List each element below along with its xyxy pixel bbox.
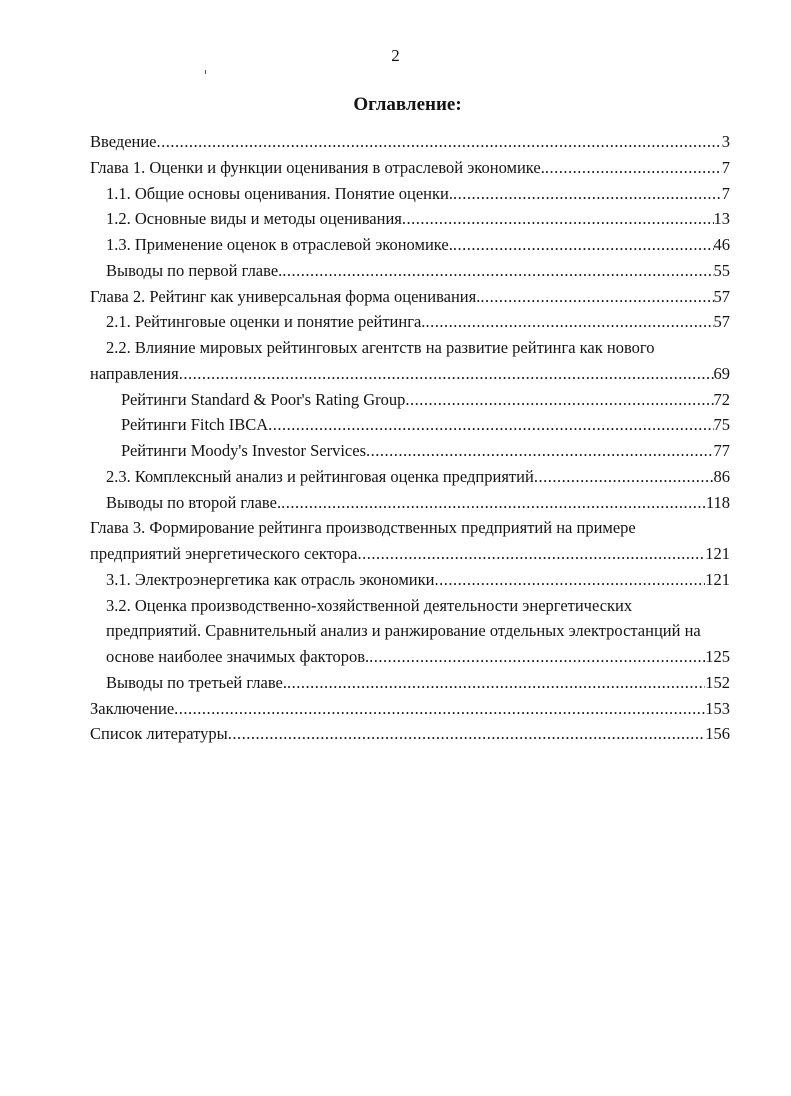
- toc-entry-text: Глава 2. Рейтинг как универсальная форма оценивания.: [90, 286, 481, 306]
- toc-entry-chapter-1: [90, 155, 730, 181]
- toc-entry-page: 46: [713, 235, 730, 254]
- toc-entry-page: 7: [721, 183, 730, 203]
- scan-speck: [205, 70, 206, 74]
- toc-leader-dots: [179, 361, 714, 387]
- toc-entry-ratings-sp: [90, 387, 730, 413]
- toc-leader-dots: [287, 670, 705, 696]
- toc-entry-section-2-2-line-2: [90, 361, 730, 387]
- toc-entry-page: 3: [721, 132, 730, 151]
- toc-entry-text: Рейтинги Standard & Poor's Rating Group: [121, 389, 406, 409]
- toc-entry-section-2-2-line-1: 2.2. Влияние мировых рейтинговых агентств на развитие рейтинга как нового: [106, 338, 655, 357]
- toc-leader-dots: [228, 721, 706, 747]
- toc-leader-dots: [545, 155, 722, 181]
- toc-title: Оглавление:: [353, 94, 462, 115]
- toc-leader-dots: [425, 309, 713, 335]
- toc-entry-text: Выводы по третьей главе.: [106, 672, 287, 692]
- toc-entry-text: направления: [90, 363, 179, 383]
- toc-entry-text: 1.1. Общие основы оценивания. Понятие оценки.: [106, 183, 453, 203]
- toc-entry-text: предприятий энергетического сектора: [90, 544, 358, 563]
- toc-entry-page: 86: [713, 466, 730, 486]
- toc-leader-dots: [157, 129, 722, 155]
- toc-leader-dots: [366, 438, 714, 464]
- toc-entry-page: 152: [705, 672, 730, 692]
- toc-leader-dots: [435, 567, 706, 593]
- toc-entry-chapter-3-line-2: [90, 541, 730, 567]
- toc-entry-page: 69: [713, 363, 730, 383]
- toc-leader-dots: [453, 232, 714, 258]
- toc-leader-dots: [282, 258, 713, 284]
- toc-entry-text: 1.3. Применение оценок в отраслевой экономике.: [106, 235, 453, 254]
- toc-entry-page: 118: [705, 492, 730, 512]
- toc-entry-text: Список литературы: [90, 724, 228, 744]
- toc-entry-section-1-1: [90, 181, 730, 207]
- toc-entry-text: 2.3. Комплексный анализ и рейтинговая оценка предприятий: [106, 466, 534, 486]
- toc-entry-section-3-2-line-2: предприятий. Сравнительный анализ и ранжирование отдельных электростанций на: [106, 621, 701, 641]
- toc-entry-text: Введение: [90, 132, 157, 151]
- toc-entry-page: 72: [713, 389, 730, 409]
- toc-entry-page: 57: [713, 286, 730, 306]
- toc-leader-dots: [534, 464, 714, 490]
- toc-entry-section-1-2: [90, 206, 730, 232]
- toc-entry-conclusions-1: [90, 258, 730, 284]
- toc-entry-ratings-fitch: [90, 412, 730, 438]
- toc-entry-page: 125: [705, 647, 730, 666]
- toc-leader-dots: [480, 284, 713, 310]
- toc-leader-dots: [453, 181, 722, 207]
- toc-entry-text: основе наиболее значимых факторов.: [106, 647, 370, 666]
- toc-leader-dots: [369, 644, 705, 670]
- toc-entry-section-3-2-line-3: [90, 644, 730, 670]
- toc-entry-conclusion: [90, 696, 730, 722]
- toc-entry-text: Заключение: [90, 698, 175, 718]
- toc-entry-page: 121: [705, 544, 730, 563]
- toc-entry-page: 75: [713, 415, 730, 435]
- toc-entry-section-3-2-line-1: 3.2. Оценка производственно-хозяйственной деятельности энергетических: [106, 595, 633, 615]
- toc-entry-text: 1.2. Основные виды и методы оценивания: [106, 209, 402, 229]
- toc-entry-text: Выводы по второй главе.: [106, 492, 282, 512]
- toc-leader-dots: [174, 696, 705, 722]
- toc-entry-section-3-1: [90, 567, 730, 593]
- toc-entry-text: Выводы по первой главе.: [106, 260, 283, 280]
- toc-entry-text: 3.1. Электроэнергетика как отрасль экономики: [106, 569, 435, 589]
- toc-entry-page: 121: [705, 569, 730, 589]
- toc-entry-page: 57: [713, 312, 730, 332]
- toc-entry-page: 13: [713, 209, 730, 229]
- toc-entry-page: 77: [713, 441, 730, 460]
- toc-entry-intro: [90, 129, 730, 155]
- toc-entry-conclusions-2: [90, 490, 730, 516]
- toc-leader-dots: [268, 412, 713, 438]
- table-of-contents: [90, 129, 730, 747]
- toc-entry-section-2-1: [90, 309, 730, 335]
- toc-leader-dots: [402, 206, 714, 232]
- toc-entry-page: 153: [705, 698, 730, 718]
- toc-entry-page: 55: [713, 260, 730, 280]
- toc-entry-conclusions-3: [90, 670, 730, 696]
- toc-entry-chapter-3-line-1: Глава 3. Формирование рейтинга производственных предприятий на примере: [90, 518, 636, 538]
- toc-entry-section-1-3: [90, 232, 730, 258]
- toc-leader-dots: [281, 490, 706, 516]
- toc-leader-dots: [357, 541, 705, 567]
- toc-entry-chapter-2: [90, 284, 730, 310]
- toc-entry-text: 2.1. Рейтинговые оценки и понятие рейтинга.: [106, 312, 426, 332]
- toc-entry-ratings-moodys: [90, 438, 730, 464]
- toc-entry-page: 156: [705, 724, 730, 744]
- toc-entry-page: 7: [721, 157, 730, 177]
- toc-entry-section-2-3: [90, 464, 730, 490]
- toc-leader-dots: [405, 387, 713, 413]
- toc-entry-references: [90, 721, 730, 747]
- toc-entry-text: Глава 1. Оценки и функции оценивания в отраслевой экономике.: [90, 157, 545, 177]
- page-number: 2: [391, 46, 400, 65]
- toc-entry-text: Рейтинги Moody's Investor Services: [121, 441, 366, 460]
- toc-entry-text: Рейтинги Fitch IBCA: [121, 415, 269, 435]
